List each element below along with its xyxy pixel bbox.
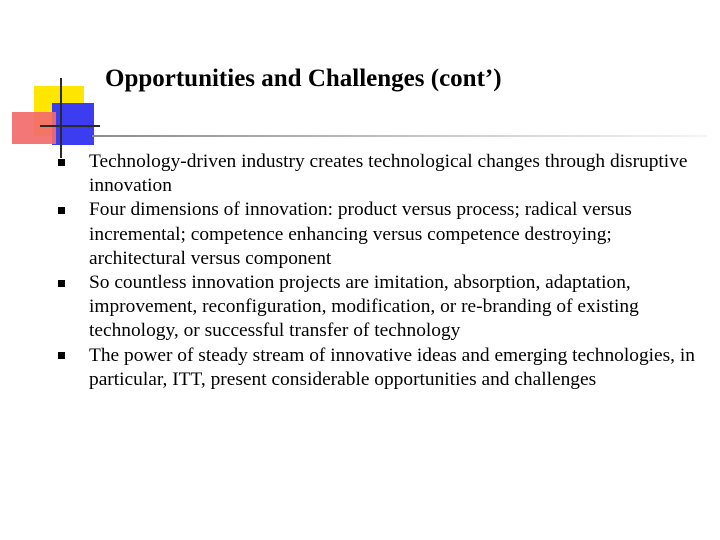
- bullet-item: [58, 198, 698, 271]
- bullet-item: [58, 150, 698, 198]
- title-divider: [92, 135, 707, 137]
- bullet-text: So countless innovation projects are imitation, absorption, adaptation, improvement, reconfiguration, modification, or re-branding of existing technology, or successful transfer of technology: [89, 272, 639, 342]
- square-bullet-icon: [58, 207, 65, 214]
- bullet-item: [58, 271, 698, 344]
- logo-horizontal-line: [40, 125, 100, 127]
- slide-title: Opportunities and Challenges (cont’): [105, 65, 502, 92]
- square-bullet-icon: [58, 352, 65, 359]
- bullet-text: Technology-driven industry creates technological changes through disruptive innovation: [89, 151, 688, 197]
- bullet-text: Four dimensions of innovation: product versus process; radical versus incremental; competence enhancing versus competence destroying; architectural versus component: [89, 199, 632, 269]
- bullet-list: [58, 150, 698, 392]
- bullet-item: [58, 344, 698, 392]
- blue-square-icon: [52, 103, 94, 145]
- bullet-text: The power of steady stream of innovative ideas and emerging technologies, in particular, ITT, present considerable opportunities and challenges: [89, 344, 695, 390]
- square-bullet-icon: [58, 159, 65, 166]
- square-bullet-icon: [58, 280, 65, 287]
- slide-logo-graphic: [0, 0, 120, 170]
- red-square-icon: [12, 112, 56, 144]
- logo-vertical-line: [60, 78, 62, 158]
